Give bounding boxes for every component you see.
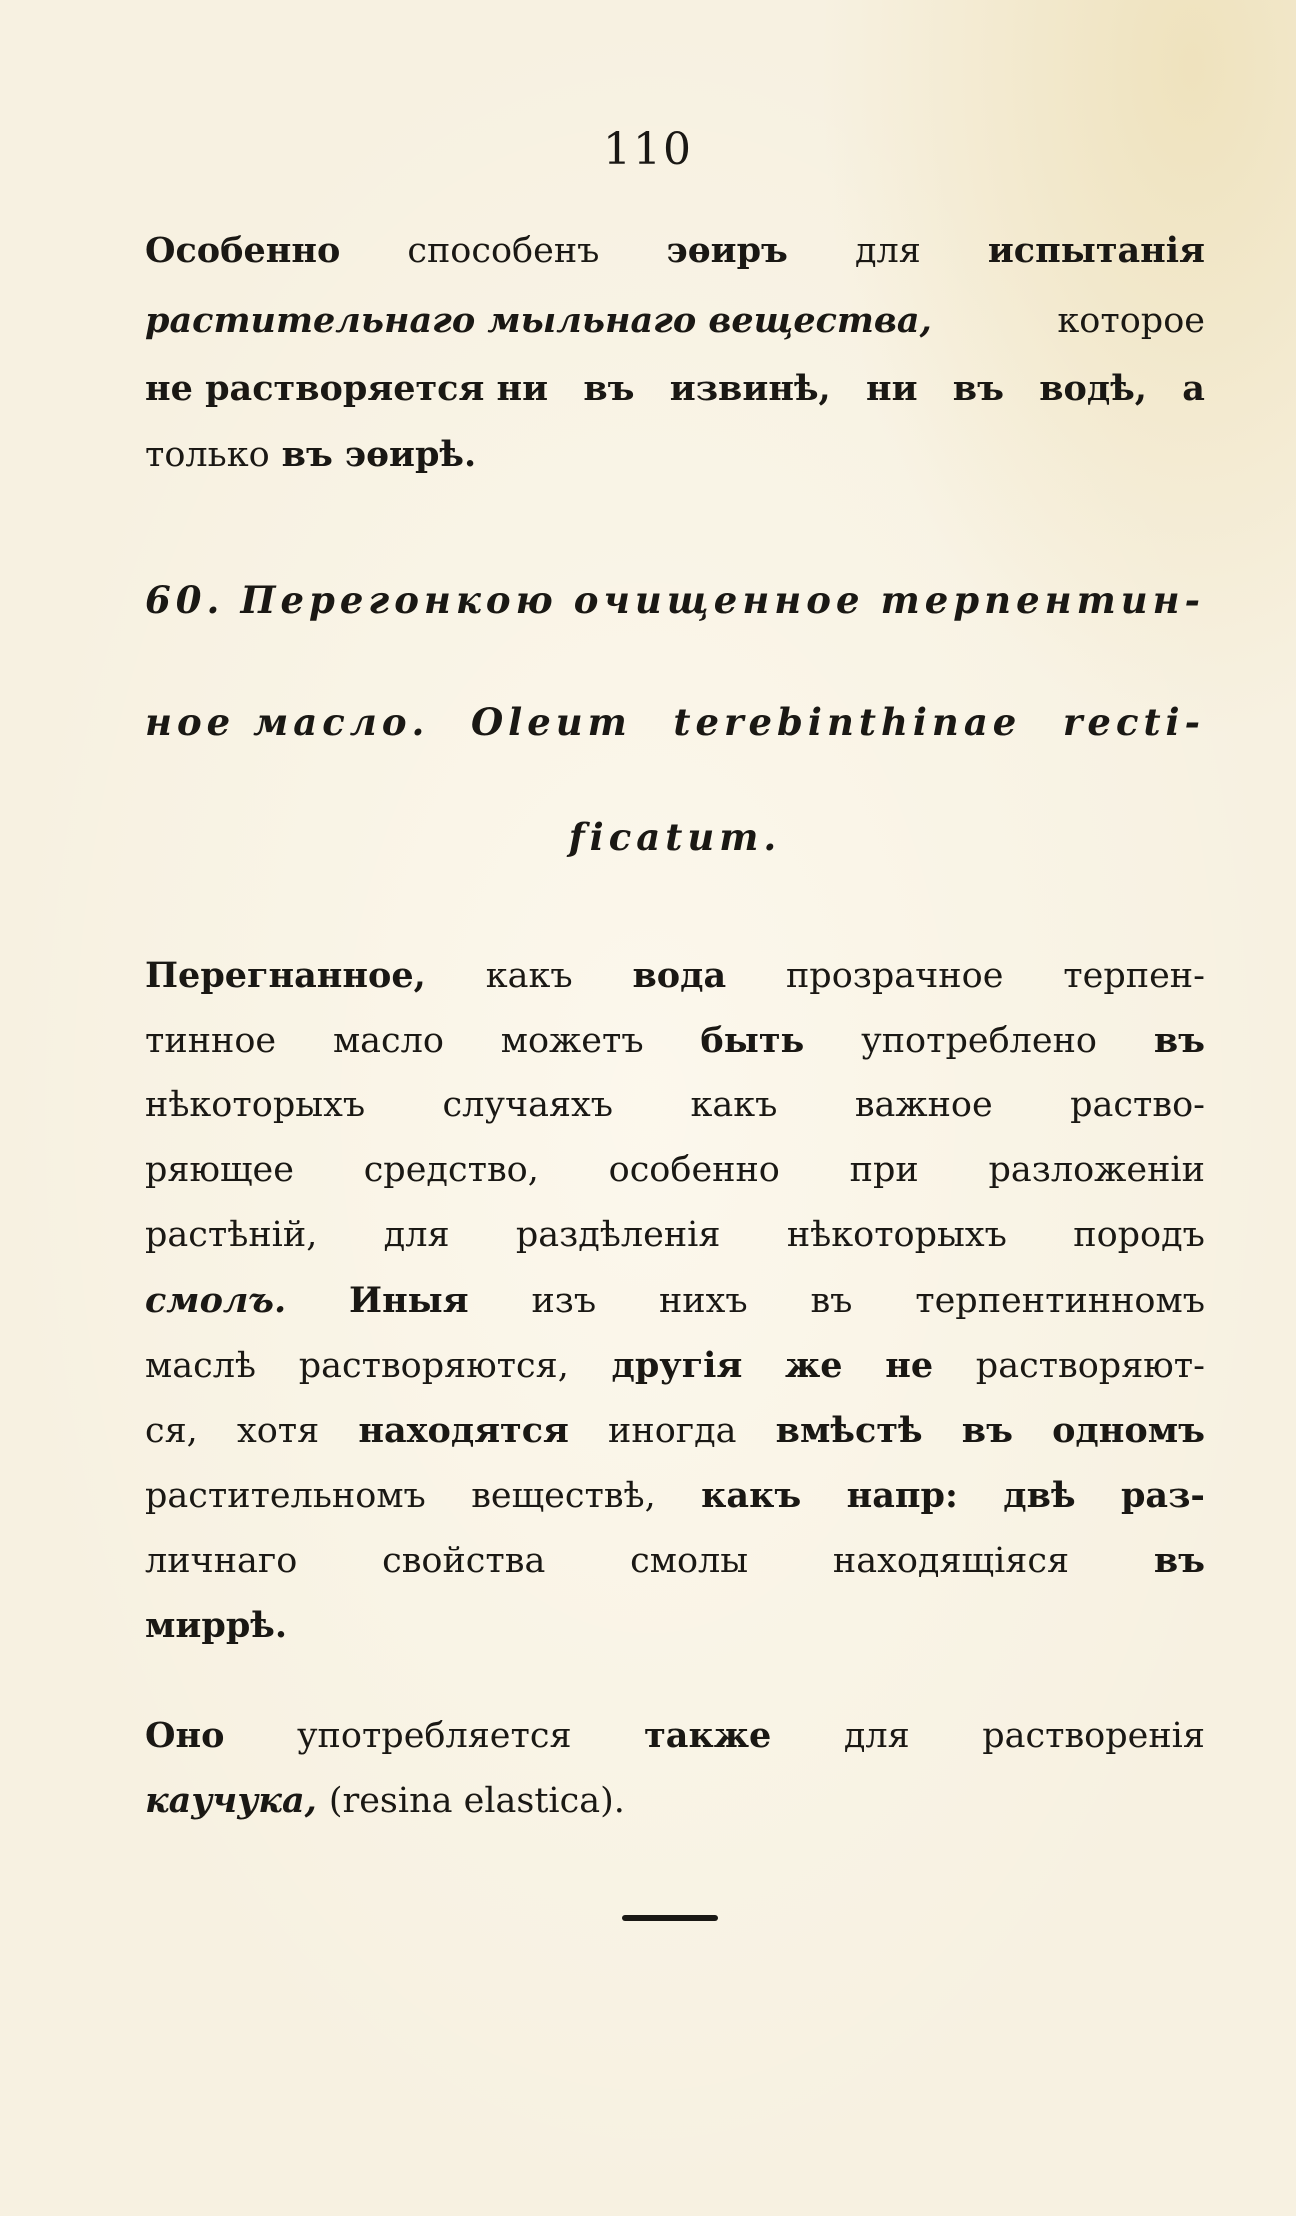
word: раздѣленія xyxy=(515,1215,721,1255)
word: иногда xyxy=(608,1411,737,1451)
word: извинѣ, xyxy=(669,368,831,409)
word: изъ xyxy=(531,1281,597,1321)
word: находящіяся xyxy=(832,1541,1070,1581)
text-line xyxy=(145,434,1205,475)
word: ни xyxy=(865,368,918,409)
word: только xyxy=(145,435,270,475)
word: въ xyxy=(961,1410,1013,1451)
word: terebinthinae xyxy=(673,700,1022,744)
word: Перегнанное, xyxy=(145,955,426,996)
word: вода xyxy=(632,955,727,996)
word: смолъ. xyxy=(145,1280,287,1321)
section-heading-line xyxy=(145,700,1205,744)
word: при xyxy=(849,1150,919,1190)
word: миррѣ. xyxy=(145,1605,288,1646)
word: въ xyxy=(583,368,635,409)
word: (resina elastica). xyxy=(328,1781,625,1821)
word: эѳиръ xyxy=(666,230,788,271)
word: не xyxy=(885,1345,934,1386)
word: важное xyxy=(854,1085,993,1125)
word: напр: xyxy=(846,1475,958,1516)
word: водѣ, xyxy=(1039,368,1147,409)
word: какъ xyxy=(690,1085,778,1125)
word: Особенно xyxy=(145,230,341,271)
word: въ xyxy=(1153,1020,1205,1061)
text-line xyxy=(145,300,1205,341)
word: испытанія xyxy=(987,230,1205,271)
end-rule xyxy=(622,1915,718,1921)
word: Иныя xyxy=(349,1280,469,1321)
text-line xyxy=(145,1280,1205,1321)
word: личнаго xyxy=(145,1541,298,1581)
word: же xyxy=(784,1345,843,1386)
word: ряющее xyxy=(145,1150,294,1190)
word: другія xyxy=(611,1345,743,1386)
word: нѣкоторыхъ xyxy=(786,1215,1007,1255)
word: тинное xyxy=(145,1021,277,1061)
word: находятся xyxy=(358,1410,569,1451)
word: очищенное xyxy=(573,578,865,622)
section-heading-line xyxy=(145,815,1205,859)
word: recti- xyxy=(1062,700,1205,744)
word: употреблено xyxy=(861,1021,1098,1061)
word: особенно xyxy=(608,1150,780,1190)
word: въ xyxy=(810,1281,853,1321)
word: какъ xyxy=(701,1475,802,1516)
text-line xyxy=(145,368,1205,409)
word: нихъ xyxy=(658,1281,748,1321)
text-line xyxy=(145,1345,1205,1386)
word: породъ xyxy=(1073,1215,1205,1255)
word: масло xyxy=(332,1021,444,1061)
word: раз- xyxy=(1120,1475,1205,1516)
section-heading-line xyxy=(145,578,1205,622)
word: ficatum. xyxy=(568,815,782,859)
text-line xyxy=(145,1150,1205,1190)
word: каучука, xyxy=(145,1780,317,1821)
word: не растворяется ни xyxy=(145,368,549,409)
text-line xyxy=(145,1605,1205,1646)
text-line xyxy=(145,1215,1205,1255)
text-line xyxy=(145,1020,1205,1061)
word: смолы xyxy=(630,1541,749,1581)
word: 60. xyxy=(145,578,225,622)
word: хотя xyxy=(236,1411,320,1451)
word: для xyxy=(843,1716,910,1756)
word: быть xyxy=(700,1020,805,1061)
word: терпентин- xyxy=(880,578,1205,622)
text-line xyxy=(145,1085,1205,1125)
text-line xyxy=(145,1475,1205,1516)
word: маслѣ xyxy=(145,1346,257,1386)
word: случаяхъ xyxy=(442,1085,614,1125)
word: растворяются, xyxy=(298,1346,569,1386)
word: въ xyxy=(281,434,333,475)
word: раство- xyxy=(1070,1085,1205,1125)
text-line xyxy=(145,1780,1205,1821)
word: средство, xyxy=(363,1150,539,1190)
word: вмѣстѣ xyxy=(775,1410,923,1451)
text-line xyxy=(145,955,1205,996)
word: употребляется xyxy=(296,1716,572,1756)
word: двѣ xyxy=(1003,1475,1076,1516)
word: растворенія xyxy=(982,1716,1205,1756)
word: для xyxy=(854,231,921,271)
word: можетъ xyxy=(500,1021,644,1061)
word: которое xyxy=(1057,301,1205,341)
text-line xyxy=(145,1715,1205,1756)
word: прозрачное xyxy=(785,956,1004,996)
word: растворяют- xyxy=(975,1346,1205,1386)
word: растительнаго мыльнаго вещества, xyxy=(145,300,932,341)
word: ное масло. xyxy=(145,700,430,744)
word: ся, xyxy=(145,1411,198,1451)
word: терпентинномъ xyxy=(915,1281,1205,1321)
word: веществѣ, xyxy=(471,1476,656,1516)
text-line xyxy=(145,1540,1205,1581)
word: Оно xyxy=(145,1715,225,1756)
word: для xyxy=(383,1215,450,1255)
word: Перегонкою xyxy=(240,578,558,622)
text-line xyxy=(145,230,1205,271)
page-number: 110 xyxy=(603,124,693,175)
word: въ xyxy=(952,368,1004,409)
word: растѣній, xyxy=(145,1215,318,1255)
word: терпен- xyxy=(1063,956,1205,996)
word: растительномъ xyxy=(145,1476,426,1516)
word: одномъ xyxy=(1052,1410,1205,1451)
word: эѳирѣ. xyxy=(344,434,477,475)
word: способенъ xyxy=(407,231,600,271)
word: свойства xyxy=(382,1541,546,1581)
word: нѣкоторыхъ xyxy=(145,1085,366,1125)
word: также xyxy=(644,1715,772,1756)
text-line xyxy=(145,1410,1205,1451)
word: какъ xyxy=(485,956,573,996)
word: Oleum xyxy=(470,700,632,744)
word: въ xyxy=(1153,1540,1205,1581)
word: а xyxy=(1182,368,1205,409)
word: разложеніи xyxy=(988,1150,1205,1190)
